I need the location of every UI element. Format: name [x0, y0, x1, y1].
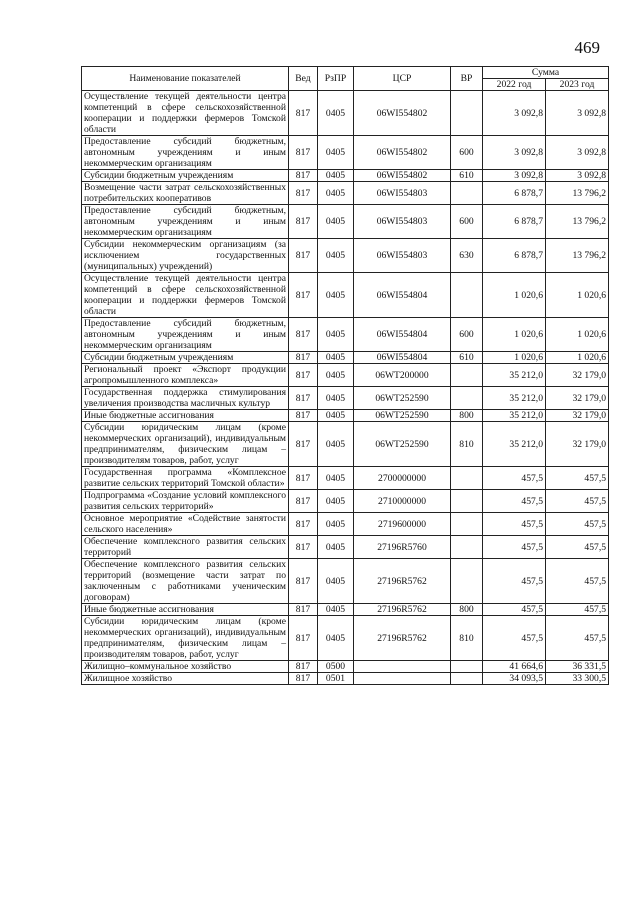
row-name: Предоставление субсидий бюджетным, автономным учреждениям и иным некоммерческим организациям [82, 318, 289, 352]
budget-table [81, 66, 609, 685]
row-2023: 457,5 [546, 616, 609, 661]
row-name: Государственная программа «Комплексное развитие сельских территорий Томской области» [82, 467, 289, 490]
page-number: 469 [574, 38, 600, 57]
row-csr [354, 661, 451, 673]
row-name: Жилищно–коммунальное хозяйство [82, 661, 289, 673]
row-csr: 06WI554803 [354, 239, 451, 273]
row-rzpr: 0405 [318, 182, 354, 205]
row-2023: 33 300,5 [546, 673, 609, 685]
row-2022: 457,5 [483, 559, 546, 604]
row-2022: 35 212,0 [483, 387, 546, 410]
row-vr [451, 91, 483, 136]
row-rzpr: 0405 [318, 559, 354, 604]
row-vr: 810 [451, 422, 483, 467]
header-sum: Сумма [483, 67, 609, 79]
row-2023: 13 796,2 [546, 182, 609, 205]
row-2022: 34 093,5 [483, 673, 546, 685]
row-2022: 1 020,6 [483, 352, 546, 364]
table-row [82, 604, 609, 616]
row-rzpr: 0405 [318, 616, 354, 661]
row-name: Субсидии некоммерческим организациям (за исключением государственных (муниципальных) учреждений) [82, 239, 289, 273]
row-2023: 1 020,6 [546, 352, 609, 364]
row-2023: 457,5 [546, 536, 609, 559]
row-name: Государственная поддержка стимулирования увеличения производства масличных культур [82, 387, 289, 410]
row-2023: 32 179,0 [546, 387, 609, 410]
row-ved: 817 [289, 410, 318, 422]
row-name: Возмещение части затрат сельскохозяйственных потребительских кооперативов [82, 182, 289, 205]
row-rzpr: 0405 [318, 536, 354, 559]
row-rzpr: 0405 [318, 239, 354, 273]
row-ved: 817 [289, 422, 318, 467]
table-row [82, 91, 609, 136]
row-name: Основное мероприятие «Содействие занятости сельского населения» [82, 513, 289, 536]
row-2022: 457,5 [483, 616, 546, 661]
row-vr: 630 [451, 239, 483, 273]
row-name: Осуществление текущей деятельности центра компетенций в сфере сельскохозяйственной кооперации и поддержки фермеров Томской области [82, 273, 289, 318]
table-row [82, 318, 609, 352]
row-csr: 06WI554802 [354, 170, 451, 182]
row-csr: 06WI554803 [354, 205, 451, 239]
row-name: Иные бюджетные ассигнования [82, 410, 289, 422]
row-name: Предоставление субсидий бюджетным, автономным учреждениям и иным некоммерческим организациям [82, 205, 289, 239]
row-2022: 6 878,7 [483, 239, 546, 273]
row-rzpr: 0405 [318, 387, 354, 410]
header-2022: 2022 год [483, 79, 546, 91]
row-vr [451, 661, 483, 673]
row-2022: 41 664,6 [483, 661, 546, 673]
row-rzpr: 0405 [318, 170, 354, 182]
row-2022: 457,5 [483, 604, 546, 616]
row-ved: 817 [289, 616, 318, 661]
row-csr: 06WI554804 [354, 352, 451, 364]
row-name: Жилищное хозяйство [82, 673, 289, 685]
header-vr: ВР [451, 67, 483, 91]
row-2022: 457,5 [483, 490, 546, 513]
row-rzpr: 0405 [318, 513, 354, 536]
table-row [82, 239, 609, 273]
row-csr: 2700000000 [354, 467, 451, 490]
row-csr: 2710000000 [354, 490, 451, 513]
row-csr [354, 673, 451, 685]
table-row [82, 559, 609, 604]
row-2022: 3 092,8 [483, 170, 546, 182]
row-csr: 06WT252590 [354, 422, 451, 467]
row-vr [451, 673, 483, 685]
table-body [82, 91, 609, 685]
row-ved: 817 [289, 273, 318, 318]
row-csr: 06WI554802 [354, 136, 451, 170]
row-vr: 600 [451, 136, 483, 170]
table-row [82, 513, 609, 536]
row-2023: 457,5 [546, 490, 609, 513]
row-ved: 817 [289, 467, 318, 490]
row-vr [451, 490, 483, 513]
row-csr: 27196R5762 [354, 604, 451, 616]
row-csr: 06WI554803 [354, 182, 451, 205]
row-name: Обеспечение комплексного развития сельских территорий [82, 536, 289, 559]
row-2023: 1 020,6 [546, 318, 609, 352]
row-name: Подпрограмма «Создание условий комплексного развития сельских территорий» [82, 490, 289, 513]
row-rzpr: 0405 [318, 422, 354, 467]
row-vr [451, 364, 483, 387]
row-rzpr: 0501 [318, 673, 354, 685]
row-rzpr: 0405 [318, 205, 354, 239]
row-rzpr: 0405 [318, 604, 354, 616]
row-ved: 817 [289, 604, 318, 616]
row-2023: 36 331,5 [546, 661, 609, 673]
row-2022: 1 020,6 [483, 273, 546, 318]
table-row [82, 661, 609, 673]
row-vr: 800 [451, 410, 483, 422]
row-2023: 13 796,2 [546, 205, 609, 239]
row-2022: 3 092,8 [483, 91, 546, 136]
row-2023: 32 179,0 [546, 364, 609, 387]
row-2022: 457,5 [483, 467, 546, 490]
row-ved: 817 [289, 513, 318, 536]
row-ved: 817 [289, 352, 318, 364]
row-vr [451, 387, 483, 410]
row-rzpr: 0405 [318, 467, 354, 490]
row-rzpr: 0405 [318, 364, 354, 387]
row-rzpr: 0405 [318, 273, 354, 318]
table-row [82, 387, 609, 410]
table-row [82, 490, 609, 513]
table-row [82, 136, 609, 170]
header-csr: ЦСР [354, 67, 451, 91]
row-ved: 817 [289, 91, 318, 136]
row-ved: 817 [289, 536, 318, 559]
row-vr [451, 559, 483, 604]
row-2023: 1 020,6 [546, 273, 609, 318]
row-2023: 32 179,0 [546, 422, 609, 467]
row-ved: 817 [289, 318, 318, 352]
row-ved: 817 [289, 387, 318, 410]
row-name: Субсидии бюджетным учреждениям [82, 352, 289, 364]
row-vr [451, 273, 483, 318]
row-name: Обеспечение комплексного развития сельских территорий (возмещение части затрат по заключенным с работниками ученическим договорам) [82, 559, 289, 604]
row-2022: 6 878,7 [483, 205, 546, 239]
row-csr: 27196R5760 [354, 536, 451, 559]
row-2023: 13 796,2 [546, 239, 609, 273]
row-csr: 06WT252590 [354, 387, 451, 410]
table-row [82, 422, 609, 467]
row-rzpr: 0405 [318, 352, 354, 364]
row-ved: 817 [289, 239, 318, 273]
table-row [82, 673, 609, 685]
table-row [82, 170, 609, 182]
row-ved: 817 [289, 182, 318, 205]
row-vr: 810 [451, 616, 483, 661]
row-2022: 35 212,0 [483, 364, 546, 387]
row-2022: 1 020,6 [483, 318, 546, 352]
row-vr [451, 182, 483, 205]
row-name: Субсидии юридическим лицам (кроме некоммерческих организаций), индивидуальным предпринимателям, физическим лицам – производителям товаров, работ, услуг [82, 616, 289, 661]
row-2023: 3 092,8 [546, 91, 609, 136]
row-2023: 457,5 [546, 513, 609, 536]
row-name: Субсидии юридическим лицам (кроме некоммерческих организаций), индивидуальным предпринимателям, физическим лицам – производителям товаров, работ, услуг [82, 422, 289, 467]
row-name: Субсидии бюджетным учреждениям [82, 170, 289, 182]
row-ved: 817 [289, 673, 318, 685]
row-vr: 600 [451, 318, 483, 352]
header-2023: 2023 год [546, 79, 609, 91]
row-2022: 35 212,0 [483, 422, 546, 467]
header-rzpr: РзПР [318, 67, 354, 91]
table-row [82, 616, 609, 661]
row-2023: 457,5 [546, 559, 609, 604]
table-row [82, 410, 609, 422]
table-row [82, 352, 609, 364]
row-rzpr: 0405 [318, 318, 354, 352]
row-rzpr: 0405 [318, 410, 354, 422]
row-2023: 457,5 [546, 604, 609, 616]
row-2022: 6 878,7 [483, 182, 546, 205]
row-vr [451, 536, 483, 559]
row-rzpr: 0405 [318, 490, 354, 513]
row-vr: 600 [451, 205, 483, 239]
row-ved: 817 [289, 205, 318, 239]
row-vr [451, 467, 483, 490]
row-name: Иные бюджетные ассигнования [82, 604, 289, 616]
row-csr: 27196R5762 [354, 559, 451, 604]
row-csr: 2719600000 [354, 513, 451, 536]
table-row [82, 182, 609, 205]
row-name: Региональный проект «Экспорт продукции агропромышленного комплекса» [82, 364, 289, 387]
row-rzpr: 0405 [318, 91, 354, 136]
row-2022: 457,5 [483, 513, 546, 536]
row-name: Осуществление текущей деятельности центра компетенций в сфере сельскохозяйственной кооперации и поддержки фермеров Томской области [82, 91, 289, 136]
row-csr: 06WI554804 [354, 318, 451, 352]
row-vr: 610 [451, 170, 483, 182]
row-vr [451, 513, 483, 536]
row-2022: 3 092,8 [483, 136, 546, 170]
row-ved: 817 [289, 364, 318, 387]
row-2023: 32 179,0 [546, 410, 609, 422]
row-name: Предоставление субсидий бюджетным, автономным учреждениям и иным некоммерческим организациям [82, 136, 289, 170]
table-row [82, 205, 609, 239]
row-csr: 06WT200000 [354, 364, 451, 387]
row-vr: 610 [451, 352, 483, 364]
row-ved: 817 [289, 661, 318, 673]
header-name: Наименование показателей [82, 67, 289, 91]
row-csr: 06WI554804 [354, 273, 451, 318]
row-2022: 35 212,0 [483, 410, 546, 422]
row-csr: 06WI554802 [354, 91, 451, 136]
row-rzpr: 0405 [318, 136, 354, 170]
row-csr: 27196R5762 [354, 616, 451, 661]
row-ved: 817 [289, 136, 318, 170]
row-ved: 817 [289, 559, 318, 604]
row-2023: 3 092,8 [546, 136, 609, 170]
table-row [82, 536, 609, 559]
row-ved: 817 [289, 170, 318, 182]
table-row [82, 467, 609, 490]
row-2022: 457,5 [483, 536, 546, 559]
row-2023: 3 092,8 [546, 170, 609, 182]
header-ved: Вед [289, 67, 318, 91]
row-vr: 800 [451, 604, 483, 616]
row-2023: 457,5 [546, 467, 609, 490]
table-row [82, 364, 609, 387]
row-rzpr: 0500 [318, 661, 354, 673]
row-ved: 817 [289, 490, 318, 513]
row-csr: 06WT252590 [354, 410, 451, 422]
table-row [82, 273, 609, 318]
